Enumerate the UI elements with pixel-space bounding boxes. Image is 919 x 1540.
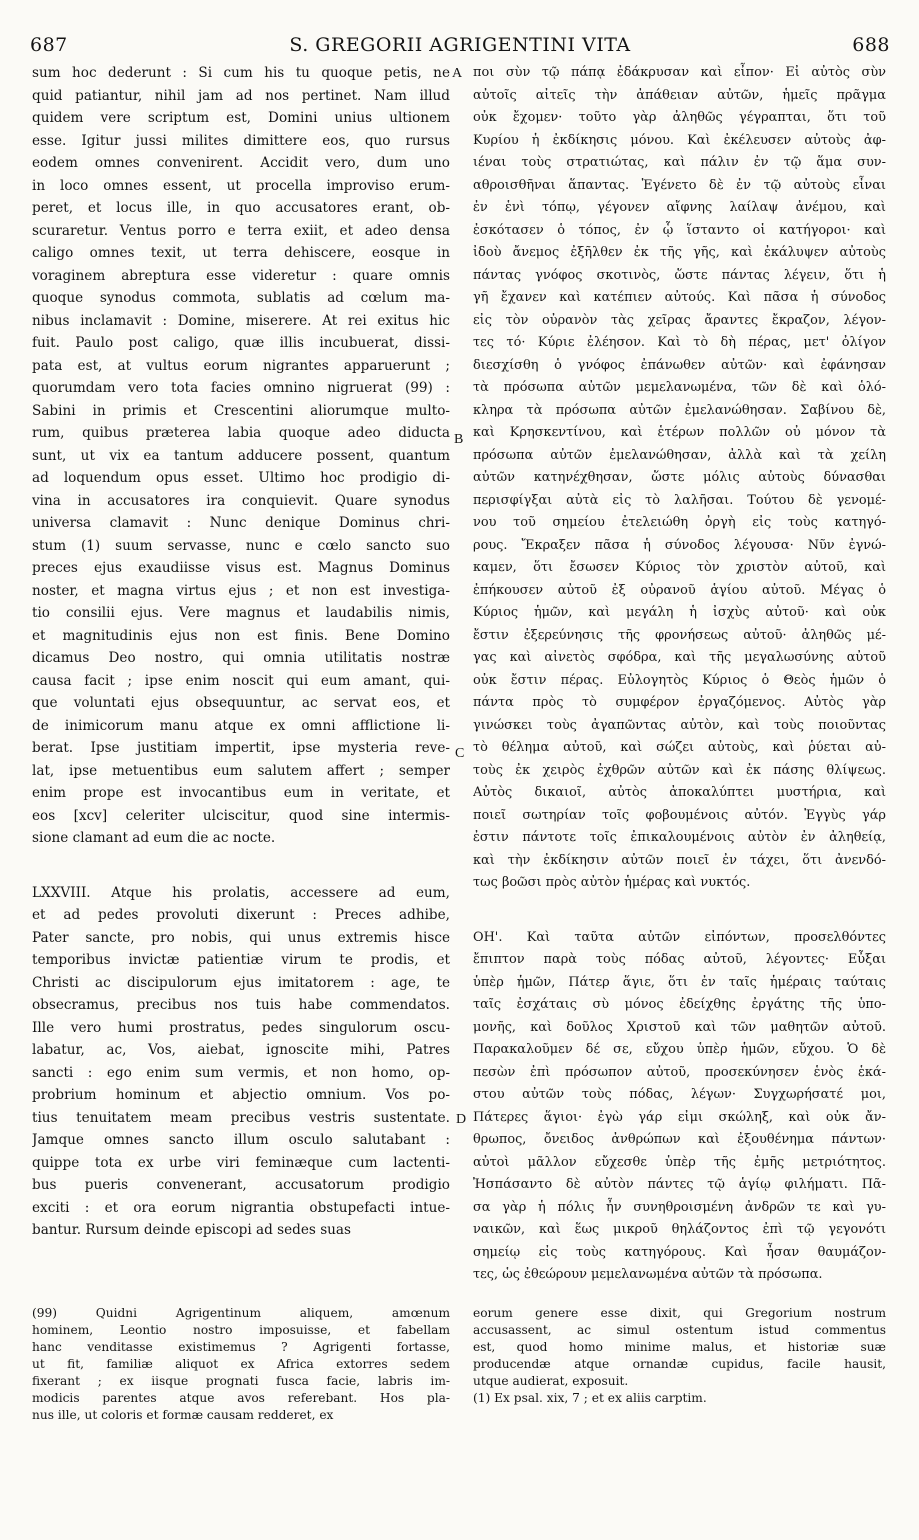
page-number-right: 688 — [852, 34, 890, 56]
footnote-line: modicis parentes atque avos referebant. Hos pla- — [32, 1391, 450, 1405]
text-line: peret, et locus ille, in quo accusatores erant, ob- — [32, 200, 450, 216]
text-line: labatur, ac, Vos, aiebat, ignoscite mihi, Patres — [32, 1042, 450, 1058]
text-line: ναικῶν, καὶ ἕως μικροῦ θηλάζοντος ἐπὶ τῷ γεγονότι — [473, 1222, 886, 1237]
text-line: ἐστιν πάντοτε τοῖς ἐπικαλουμένοις αὐτὸν ἐν ἀληθείᾳ, — [473, 830, 886, 845]
footnote-line: hominem, Leontio nostro imposuisse, et fabellam — [32, 1323, 450, 1337]
text-line: sancti : ego enim sum vermis, et non homo, op- — [32, 1064, 450, 1081]
text-line: probrium hominum et abjectio omnium. Vos po- — [32, 1087, 450, 1103]
text-line: quid patiantur, nihil jam ad nos pertinet. Nam illud — [32, 87, 450, 104]
text-line: σημείῳ εἰς τοὺς κατηγόρους. Καὶ ἦσαν θαυμάζον- — [473, 1244, 886, 1260]
text-line: διεσχίσθη ὁ γνόφος ἐπάνωθεν αὐτῶν· καὶ ἐφάνησαν — [473, 357, 886, 373]
footnote-line: accusassent, ac simul ostentum istud commentus — [473, 1323, 886, 1337]
text-line: quidem vere scriptum est, Domini unius ultionem — [32, 110, 450, 126]
text-line: Ἠσπάσαντο δὲ αὐτὸν πάντες τῷ ἁγίῳ φιλήματι. Πᾶ- — [473, 1177, 886, 1192]
latin-column — [32, 62, 450, 1242]
margin-marker-d: D — [456, 1112, 467, 1127]
text-line: Pater sancte, pro nobis, qui unus extremis hisce — [32, 929, 450, 946]
text-line: καὶ Κρησκεντίνου, καὶ ἑτέρων πολλῶν οὐ μόνον τὰ — [473, 425, 886, 440]
footnotes-left — [32, 1305, 450, 1424]
text-line: pata est, at vultus eorum nigrantes apparuerunt ; — [32, 357, 450, 374]
text-line: tio consilii ejus. Vere magnus et laudabilis nimis, — [32, 605, 450, 621]
text-line: fuit. Paulo post caligo, quæ illis incubuerat, dissi- — [32, 335, 450, 351]
text-line: et magnitudinis ejus non est finis. Bene Domino — [32, 627, 450, 644]
text-line: caligo omnes texit, ut terra dehiscere, eosque in — [32, 245, 450, 261]
text-line: αὐτοῖς αἰτεῖς τὴν ἀπάθειαν αὐτῶν, ἡμεῖς πρᾶγμα — [473, 87, 886, 103]
footnote-line: nus ille, ut coloris et formæ causam redderet, ex — [32, 1408, 334, 1422]
text-line: ΟΗ'. Καὶ ταῦτα αὐτῶν εἰπόντων, προσελθόντες — [473, 929, 886, 945]
running-header — [30, 34, 890, 62]
text-line: stum (1) suum servasse, nunc e cœlo sancto suo — [32, 537, 450, 554]
text-line: Κυρίου ἡ ἐκδίκησις μόνου. Καὶ ἐκέλευσεν αὐτοὺς ἀφ- — [473, 132, 886, 148]
paragraph-gap — [32, 850, 450, 882]
text-line: vina in accusatores ira conquievit. Quare synodus — [32, 492, 450, 509]
text-line: que voluntati ejus obsequuntur, ac servat eos, et — [32, 695, 450, 711]
text-line: ἐπήκουσεν αὐτοῦ ἐξ οὐρανοῦ ἁγίου αὐτοῦ. Μέγας ὁ — [473, 582, 886, 598]
text-line: eodem omnes convenirent. Accidit vero, dum uno — [32, 155, 450, 171]
greek-paragraph-1 — [473, 62, 886, 895]
footnote-line: utque audierat, exposuit. — [473, 1374, 629, 1388]
text-line: οὐκ ἔστιν πέρας. Εὐλογητὸς Κύριος ὁ Θεὸς ἡμῶν ὁ — [473, 672, 886, 688]
text-line: ἔστιν ἐξερεύνησις τῆς φρονήσεως αὐτοῦ· ἀληθῶς μέ- — [473, 627, 886, 643]
text-line: quorumdam vero tota facies omnino nigruerat (99) : — [32, 380, 450, 396]
text-line: voraginem abreptura esse videretur : quare omnis — [32, 267, 450, 284]
margin-marker-b: B — [454, 432, 464, 447]
text-line: γῆ ἔχανεν καὶ κατέπιεν αὐτούς. Καὶ πᾶσα ἡ σύνοδος — [473, 290, 886, 305]
text-line: Πάτερες ἅγιοι· ἐγὼ γάρ εἰμι σκώληξ, καὶ οὐκ ἄν- — [473, 1109, 886, 1125]
text-line: scuraretur. Ventus porro e terra exiit, et adeo densa — [32, 222, 450, 239]
text-line: noster, et magna virtus ejus ; et non est investiga- — [32, 582, 450, 599]
margin-marker-a: A — [452, 66, 463, 81]
text-line: universa clamavit : Nunc denique Dominus chri- — [32, 515, 450, 531]
paragraph-gap — [473, 895, 886, 927]
footnote-line: eorum genere esse dixit, qui Gregorium nostrum — [473, 1306, 886, 1320]
text-line: ἔπιπτον παρὰ τοὺς πόδας αὐτοῦ, λέγοντες· Εὖξαι — [473, 952, 886, 967]
text-line: ἐν ἑνὶ τόπῳ, γέγονεν αἴφνης λαίλαψ ἀνέμου, καὶ — [473, 200, 886, 215]
text-line: enim prope est invocantibus eum in veritate, et — [32, 785, 450, 801]
text-line: εἰς τὸν οὐρανὸν τὰς χεῖρας ἄραντες ἔκραζον, λέγον- — [473, 312, 886, 328]
text-line: sum hoc dederunt : Si cum his tu quoque petis, ne — [32, 65, 450, 81]
text-line: obsecramus, precibus nos tuis habe commendatos. — [32, 997, 450, 1013]
text-line: bus pueris convenerant, accusatorum prodigio — [32, 1177, 450, 1193]
text-line: τὰ πρόσωπα αὐτῶν μεμελανωμένα, τῶν δὲ καὶ ὁλό- — [473, 380, 886, 395]
text-line: πρόσωπα αὐτῶν ἐμελανώθησαν, ἀλλὰ καὶ τὰ χείλη — [473, 447, 886, 463]
text-line: temporibus invictæ patientiæ virum te prodis, et — [32, 952, 450, 968]
footnote-line: fixerant ; ex iisque prognati fusca facie, labris im- — [32, 1374, 450, 1388]
text-line: τες τό· Κύριε ἐλέησον. Καὶ τὸ δὴ πέρας, μετ' ὀλίγον — [473, 335, 886, 350]
text-line: σα γὰρ ἡ πόλις ἦν συνηθροισμένη ἀνδρῶν τε καὶ γυ- — [473, 1199, 886, 1215]
text-line: de inimicorum manu atque ex omni afflictione li- — [32, 717, 450, 734]
text-line: ἐσκότασεν ὁ τόπος, ἐν ᾧ ἵσταντο οἱ κατήγοροι· καὶ — [473, 222, 886, 238]
text-line: ρους. Ἔκραξεν πᾶσα ἡ σύνοδος λέγουσα· Νῦν ἐγνώ- — [473, 537, 886, 553]
running-title: S. GREGORII AGRIGENTINI VITA — [289, 34, 631, 56]
text-line: rum, quibus præterea labia quoque adeo diducta — [32, 425, 450, 441]
text-line: sunt, ut vix ea tantum adducere possent, quantum — [32, 447, 450, 464]
text-line: Κύριος ἡμῶν, καὶ μεγάλη ἡ ἰσχὺς αὐτοῦ· καὶ οὐκ — [473, 605, 886, 620]
latin-paragraph-1 — [32, 62, 450, 850]
text-line: αθροισθῆναι ἅπαντας. Ἐγένετο δὲ ἐν τῷ αὐτοὺς εἶναι — [473, 177, 886, 193]
text-line: lat, ipse metuentibus eum salutem affert ; semper — [32, 762, 450, 779]
text-line: οὐκ ἔχομεν· τοῦτο γὰρ ἀληθῶς γέγραπται, ὅτι τοῦ — [473, 110, 886, 125]
text-line: μονῆς, καὶ δοῦλος Χριστοῦ καὶ τῶν μαθητῶν αὐτοῦ. — [473, 1019, 886, 1035]
text-line: Christi ac discipulorum ejus imitatorem : age, te — [32, 974, 450, 991]
text-line: ιέναι τοὺς στρατιώτας, καὶ πάλιν ἐν τῷ ἅμα συν- — [473, 155, 886, 170]
text-line: nibus inclamavit : Domine, miserere. At rei exitus hic — [32, 312, 450, 329]
text-line: πάντας γνόφος σκοτινὸς, ὥστε πάντας λέγειν, ὅτι ἡ — [473, 267, 886, 283]
margin-marker-c: C — [455, 746, 465, 761]
greek-paragraph-2 — [473, 927, 886, 1287]
text-line: exciti : et ora eorum nigrantia obstupefacti intue- — [32, 1199, 450, 1216]
text-line: tius tenuitatem meam precibus vestris sustentate. — [32, 1109, 450, 1126]
text-line: τως βοῶσι πρὸς αὐτὸν ἡμέρας καὶ νυκτός. — [473, 875, 751, 890]
text-line: ποιεῖ σωτηρίαν τοῖς φοβουμένοις αὐτόν. Ἐγγὺς γάρ — [473, 807, 886, 823]
text-line: ταῖς ἐσχάταις σὺ μόνος ἐδείχθης ἐργάτης τῆς ὑπο- — [473, 997, 886, 1012]
text-line: preces ejus exaudiisse visus est. Magnus Dominus — [32, 560, 450, 576]
text-line: ὑπὲρ ἡμῶν, Πάτερ ἅγιε, ὅτι ἐν ταῖς ἡμέραις ταύταις — [473, 974, 886, 990]
text-line: eos [xcv] celeriter ulciscitur, quod sine intermis- — [32, 807, 450, 824]
text-line: in loco omnes essent, ut procella improviso erum- — [32, 177, 450, 194]
text-line: κληρα τὰ πρόσωπα αὐτῶν ἐμελανώθησαν. Σαβίνου δὲ, — [473, 402, 886, 418]
text-line: στου αὐτῶν τοὺς πόδας, λέγων· Συγχωρήσατέ μοι, — [473, 1087, 886, 1102]
latin-paragraph-2 — [32, 882, 450, 1242]
text-line: causa facit ; ipse enim noscit qui eum amant, qui- — [32, 672, 450, 689]
footnote-line: producendæ atque ornandæ cupidus, facile hausit, — [473, 1357, 886, 1371]
text-line: πεσὼν ἐπὶ πρόσωπον αὐτοῦ, προσεκύνησεν ἑνὸς ἑκά- — [473, 1064, 886, 1080]
footnote-line: (1) Ex psal. xix, 7 ; et ex aliis carptim. — [473, 1391, 707, 1405]
page-number-left: 687 — [30, 34, 68, 56]
text-line: ad loquendum opus esset. Ultimo hoc prodigio di- — [32, 470, 450, 486]
text-line: quippe tota ex urbe viri feminæque cum lactenti- — [32, 1154, 450, 1171]
footnote-line: est, quod homo minime malus, et historiæ suæ — [473, 1340, 886, 1354]
text-line: νου τοῦ σημείου ἐτελειώθη ὀργὴ εἰς τοὺς κατηγό- — [473, 515, 886, 530]
text-line: LXXVIII. Atque his prolatis, accessere ad eum, — [32, 884, 450, 901]
text-line: sione clamant ad eum die ac nocte. — [32, 830, 276, 846]
text-line: berat. Ipse justitiam impertit, ipse mysteria reve- — [32, 740, 450, 756]
text-line: γινώσκει τοὺς ἀγαπῶντας αὐτὸν, καὶ τοὺς ποιοῦντας — [473, 717, 886, 733]
text-line: τες, ὡς ἐθεώρουν μεμελανωμένα αὐτῶν τὰ πρόσωπα. — [473, 1267, 823, 1282]
footnote-line: hanc venditasse existimemus ? Agrigenti fortasse, — [32, 1340, 450, 1354]
footnote-line: (99) Quidni Agrigentinum aliquem, amœnum — [32, 1306, 450, 1320]
text-line: θρωπος, ὄνειδος ἀνθρώπων καὶ ἐξουθένημα πάντων· — [473, 1132, 886, 1147]
text-line: quoque synodus commota, sublatis ad cœlum ma- — [32, 290, 450, 306]
text-line: bantur. Rursum deinde episcopi ad sedes suas — [32, 1222, 352, 1238]
footnotes-right — [473, 1305, 886, 1407]
text-line: Ille vero humi prostratus, pedes singulorum oscu- — [32, 1019, 450, 1036]
text-line: ποι σὺν τῷ πάπᾳ ἐδάκρυσαν καὶ εἶπον· Εἰ αὐτὸς σὺν — [473, 65, 886, 80]
text-line: αὐτοὶ μᾶλλον εὔχεσθε ὑπὲρ τῆς ἐμῆς μετριότητος. — [473, 1154, 886, 1170]
text-line: dicamus Deo nostro, qui omnia utilitatis nostræ — [32, 650, 450, 666]
text-line: καμεν, ὅτι ἔσωσεν Κύριος τὸν χριστὸν αὐτοῦ, καὶ — [473, 560, 886, 575]
text-line: Παρακαλοῦμεν δέ σε, εὔχου ὑπὲρ ἡμῶν, εὔχου. Ὁ δὲ — [473, 1042, 886, 1057]
text-line: Αὐτὸς δικαιοῖ, αὐτὸς ἀποκαλύπτει μυστήρια, καὶ — [473, 785, 886, 800]
text-line: ἰδοὺ ἄνεμος ἐξῆλθεν ἐκ τῆς γῆς, καὶ ἐκάλυψεν αὐτοὺς — [473, 245, 886, 260]
text-line: αὐτῶν κατηνέχθησαν, ὥστε μόλις αὐτοὺς δύνασθαι — [473, 470, 886, 485]
text-line: esse. Igitur jussi milites dimittere eos, quo rursus — [32, 132, 450, 149]
footnote-line: ut fit, familiæ aliquot ex Africa extorres sedem — [32, 1357, 450, 1371]
text-line: Sabini in primis et Crescentini aliorumque multo- — [32, 402, 450, 419]
text-line: πάντα πρὸς τὸ συμφέρον ἐργαζόμενος. Αὐτὸς γὰρ — [473, 695, 886, 710]
text-line: καὶ τὴν ἐκδίκησιν αὐτῶν ποιεῖ ἐν τάχει, ὅτι ἀνενδό- — [473, 852, 886, 868]
text-line: Jamque omnes sancto illum osculo salutabant : — [32, 1132, 450, 1148]
text-line: γας καὶ αἰνετὸς σφόδρα, καὶ τῆς μεγαλωσύνης αὐτοῦ — [473, 650, 886, 665]
text-line: et ad pedes provoluti dixerunt : Preces adhibe, — [32, 907, 450, 923]
text-line: περισφίγξαι αὐτὰ εἰς τὸ λαλῆσαι. Τούτου δὲ γενομέ- — [473, 492, 886, 508]
greek-column — [473, 62, 886, 1287]
text-line: τὸ θέλημα αὐτοῦ, καὶ σώζει αὐτοὺς, καὶ ῥύεται αὐ- — [473, 740, 886, 755]
text-line: τοὺς ἐκ χειρὸς ἐχθρῶν αὐτῶν καὶ ἐκ πάσης θλίψεως. — [473, 762, 886, 778]
